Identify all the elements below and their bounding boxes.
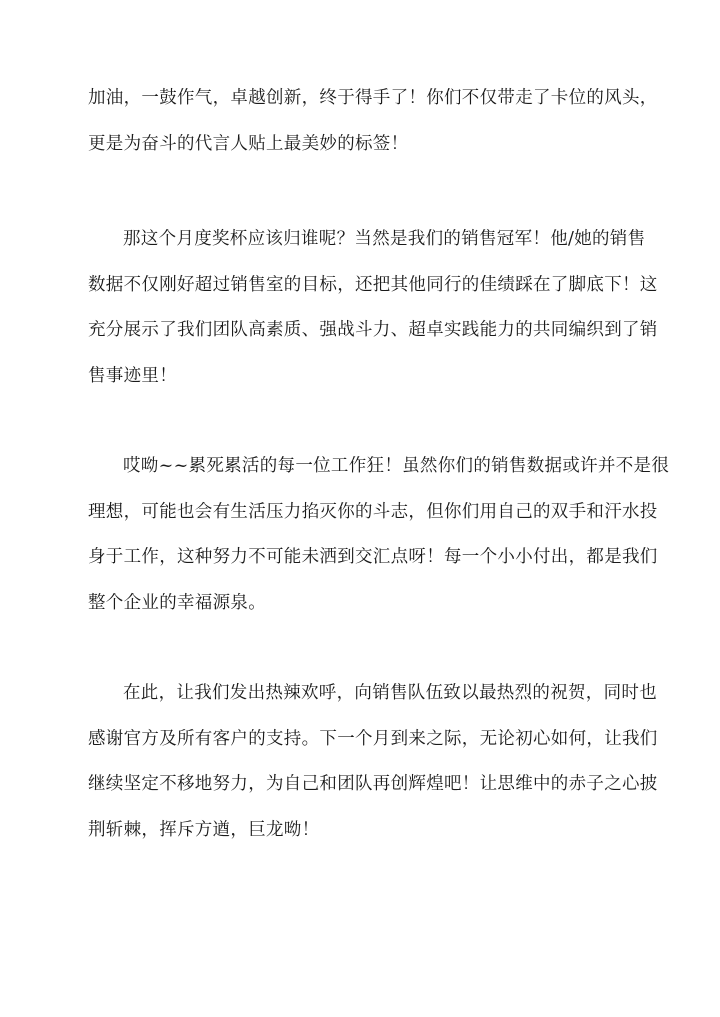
paragraph-4-line-4: 荆斩棘，挥斥方遒，巨龙呦！ (88, 819, 320, 840)
paragraph-2-line-1: 那这个月度奖杯应该归谁呢？当然是我们的销售冠军！他/她的销售 (123, 229, 646, 249)
paragraph-3-line-3: 身于工作，这种努力不可能未洒到交汇点呀！每一个小小付出，都是我们 (88, 547, 658, 567)
paragraph-4-line-2: 感谢官方及所有客户的支持。下一个月到来之际，无论初心如何，让我们 (88, 728, 658, 749)
paragraph-4-line-1: 在此，让我们发出热辣欢呼，向销售队伍致以最热烈的祝贺，同时也 (123, 683, 657, 703)
paragraph-2 (88, 217, 658, 399)
paragraph-2-line-4: 售事迹里！ (88, 365, 177, 386)
paragraph-4-line-3: 继续坚定不移地努力，为自己和团队再创辉煌吧！让思维中的赤子之心披 (88, 774, 658, 794)
paragraph-1-line-2: 更是为奋斗的代言人贴上最美妙的标签！ (88, 133, 409, 154)
paragraph-2-line-3: 充分展示了我们团队高素质、强战斗力、超卓实践能力的共同编织到了销 (88, 320, 658, 340)
paragraph-4 (88, 671, 658, 853)
paragraph-3-line-1: 哎呦~~累死累活的每一位工作狂！虽然你们的销售数据或许并不是很 (123, 456, 670, 476)
paragraph-1 (88, 76, 658, 167)
paragraph-2-line-2: 数据不仅刚好超过销售室的目标，还把其他同行的佳绩踩在了脚底下！这 (88, 274, 658, 295)
paragraph-1-line-1: 加油，一鼓作气，卓越创新，终于得手了！你们不仅带走了卡位的风头， (88, 88, 658, 108)
paragraph-3-line-2: 理想，可能也会有生活压力掐灭你的斗志，但你们用自己的双手和汗水投 (88, 501, 658, 522)
paragraph-3-line-4: 整个企业的幸福源泉。 (88, 592, 266, 613)
paragraph-3 (88, 444, 670, 626)
